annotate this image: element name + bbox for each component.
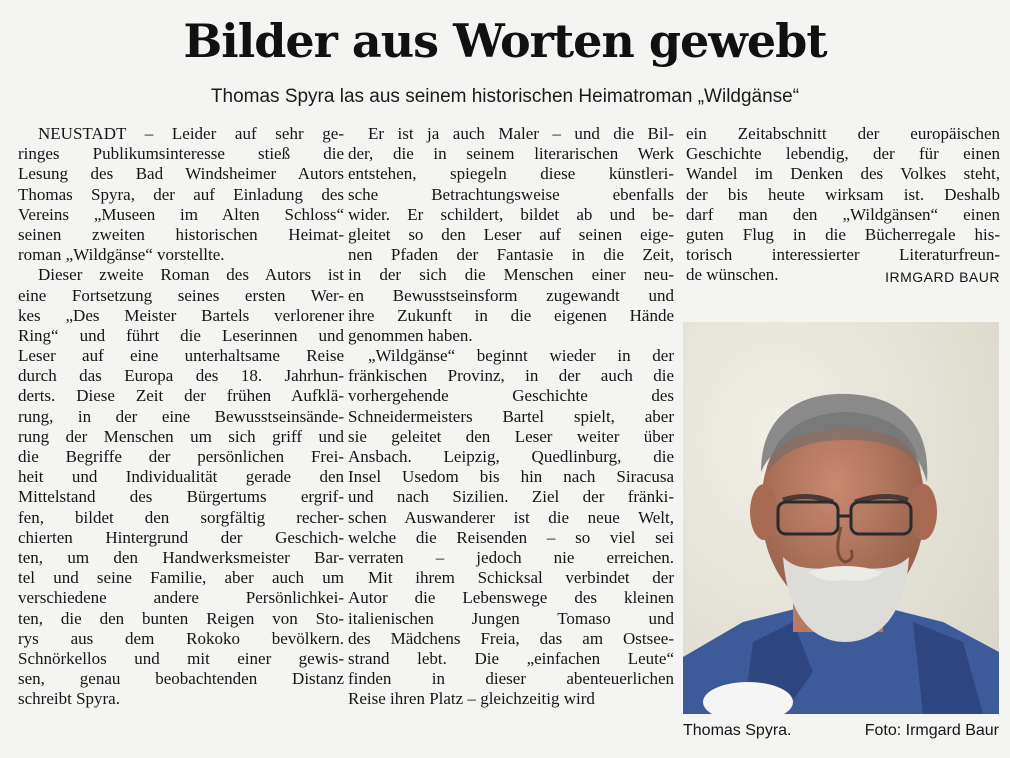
text-line: finden in dieser abenteuerlichen (348, 669, 674, 689)
author-photo (683, 322, 999, 714)
article-column-1 (18, 124, 344, 709)
text-line: rung der Menschen um sich griff und (18, 426, 344, 446)
text-line: „Wildgänse“ beginnt wieder in der (368, 346, 674, 366)
text-line: Geschichte lebendig, der für einen (686, 144, 1000, 164)
text-line: eine Fortsetzung seines ersten Wer- (18, 285, 344, 305)
article-headline: Bilder aus Worten gewebt (183, 14, 827, 68)
text-line: der, die in seinem literarischen Werk (348, 144, 674, 164)
text-line: Mittelstand des Bürgertums ergrif- (18, 487, 344, 507)
text-line: Insel Usedom bis hin nach Siracusa (348, 467, 674, 487)
text-line: in der sich die Menschen einer neu- (348, 265, 674, 285)
text-line: Wandel im Denken des Volkes steht, (686, 164, 1000, 184)
text-line: ihre Zukunft in die eigenen Hände (348, 305, 674, 325)
text-line: gleitet so den Leser auf seinen eige- (348, 224, 674, 244)
text-line: Ring“ und führt die Leserinnen und (18, 325, 344, 345)
text-line: sie geleitet den Leser weiter über (348, 426, 674, 446)
text-line: welche die Reisenden – so viel sei (348, 527, 674, 547)
text-line: Leser auf eine unterhaltsame Reise (18, 346, 344, 366)
byline-line (686, 265, 1000, 285)
text-line: ten, die den bunten Reigen von Sto- (18, 608, 344, 628)
text-line: Dieser zweite Roman des Autors ist (38, 265, 344, 285)
text-line: Er ist ja auch Maler – und die Bil- (368, 124, 674, 143)
text-line: tel und seine Familie, aber auch um (18, 568, 344, 588)
text-line: NEUSTADT – Leider auf sehr ge- (38, 124, 344, 143)
text-line: entstehen, spiegeln diese künstleri- (348, 164, 674, 184)
text-line: fränkischen Provinz, in der auch die (348, 366, 674, 386)
text-line: derts. Diese Zeit der frühen Aufklä- (18, 386, 344, 406)
text-line: verschiedene andere Persönlichkei- (18, 588, 344, 608)
author-byline: IRMGARD BAUR (885, 269, 1000, 286)
text-line: torisch interessierter Literaturfreun- (686, 245, 1000, 265)
text-line: ten, um den Handwerksmeister Bar- (18, 547, 344, 567)
text-line: und nach Sizilien. Ziel der fränki- (348, 487, 674, 507)
text-line: Mit ihrem Schicksal verbindet der (368, 568, 674, 588)
text-line: die Begriffe der persönlichen Frei- (18, 447, 344, 466)
text-line: nen Pfaden der Fantasie in die Zeit, (348, 245, 674, 265)
text-line: fen, bildet den sorgfältig recher- (18, 507, 344, 527)
photo-caption-row (683, 720, 999, 742)
photo-caption: Thomas Spyra. (683, 722, 792, 739)
text-line: wider. Er schildert, bildet ab und be- (348, 204, 674, 224)
text-line: Schneidermeisters Bartel spielt, aber (348, 406, 674, 426)
text-line: heit und Individualität gerade den (18, 467, 344, 487)
text-line: ein Zeitabschnitt der europäischen (686, 124, 1000, 143)
text-line: Ansbach. Leipzig, Quedlinburg, die (348, 447, 674, 466)
text-line: italienischen Jungen Tomaso und (348, 608, 674, 628)
text-line: verraten – jedoch nie erreichen. (348, 547, 674, 567)
text-line: roman „Wildgänse“ vorstellte. (18, 245, 225, 265)
text-line: sen, genau beobachtenden Distanz (18, 669, 344, 689)
text-line: strand lebt. Die „einfachen Leute“ (348, 648, 674, 668)
text-line: der bis heute wirksam ist. Deshalb (686, 184, 1000, 204)
text-line: Vereins „Museen im Alten Schloss“ (18, 204, 344, 224)
text-line: ringes Publikumsinteresse stieß die (18, 144, 344, 164)
text-line: Reise ihren Platz – gleichzeitig wird (348, 689, 595, 709)
text-line: seinen zweiten historischen Heimat- (18, 224, 344, 244)
text-line: Thomas Spyra, der auf Einladung des (18, 184, 344, 204)
article-column-2 (348, 124, 674, 709)
text-line: Lesung des Bad Windsheimer Autors (18, 164, 344, 184)
text-line: Autor die Lebenswege des kleinen (348, 588, 674, 608)
portrait-illustration (683, 322, 999, 714)
text-line: de wünschen. (686, 265, 779, 285)
text-line: schen Auswanderer ist die neue Welt, (348, 507, 674, 527)
text-line: rung, in der eine Bewusstseinsände- (18, 406, 344, 426)
text-line: vorhergehende Geschichte des (348, 386, 674, 406)
text-line: schreibt Spyra. (18, 689, 120, 709)
text-line: Schnörkellos und mit einer gewis- (18, 648, 344, 668)
article-subheadline: Thomas Spyra las aus seinem historischen Heimatroman „Wildgänse“ (210, 86, 800, 107)
text-line: rys aus dem Rokoko bevölkern. (18, 628, 344, 648)
text-line: en Bewusstseinsform zugewandt und (348, 285, 674, 305)
text-line: kes „Des Meister Bartels verlorener (18, 305, 344, 325)
text-line: darf man den „Wildgänsen“ einen (686, 204, 1000, 224)
text-line: sche Betrachtungsweise ebenfalls (348, 184, 674, 204)
text-line: chierten Hintergrund der Geschich- (18, 527, 344, 547)
text-line: des Mädchens Freia, das am Ostsee- (348, 628, 674, 648)
text-line: guten Flug in die Bücherregale his- (686, 224, 1000, 244)
photo-credit: Foto: Irmgard Baur (864, 722, 999, 739)
text-line: durch das Europa des 18. Jahrhun- (18, 366, 344, 386)
text-line: genommen haben. (348, 325, 473, 345)
article-column-3 (686, 124, 1000, 286)
